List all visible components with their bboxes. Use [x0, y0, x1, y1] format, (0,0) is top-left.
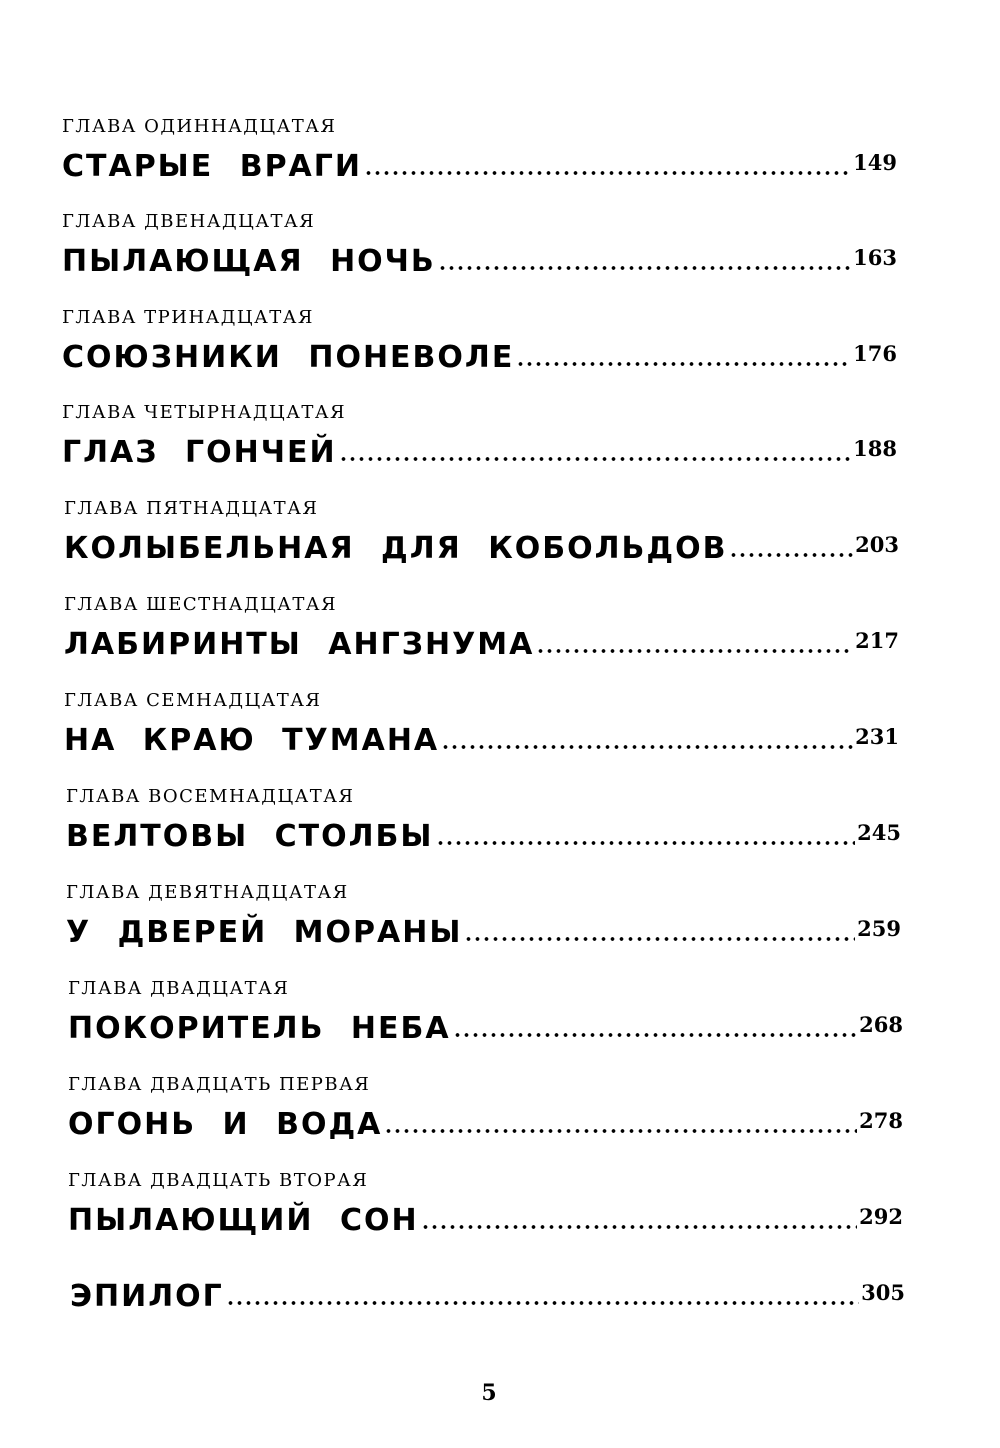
title-row [64, 526, 899, 566]
title-row [64, 622, 899, 662]
chapter-title: У ДВЕРЕЙ МОРАНЫ [66, 915, 463, 950]
toc-entry[interactable] [62, 211, 897, 279]
title-row [64, 718, 899, 758]
page-number: 203 [855, 532, 899, 557]
dot-leader [453, 1032, 858, 1038]
chapter-label: ГЛАВА ДВЕНАДЦАТАЯ [62, 211, 316, 232]
title-row [62, 430, 897, 470]
dot-leader [464, 936, 855, 942]
chapter-title: ПЫЛАЮЩИЙ СОН [68, 1203, 419, 1238]
chapter-label: ГЛАВА ПЯТНАДЦАТАЯ [64, 498, 319, 519]
title-row [62, 239, 897, 279]
chapter-label: ГЛАВА ДЕВЯТНАДЦАТАЯ [66, 882, 349, 903]
chapter-label: ГЛАВА ЧЕТЫРНАДЦАТАЯ [62, 402, 346, 423]
chapter-label: ГЛАВА ДВАДЦАТЬ ВТОРАЯ [68, 1170, 369, 1191]
chapter-label: ГЛАВА ВОСЕМНАДЦАТАЯ [66, 786, 355, 807]
chapter-label: ГЛАВА ОДИННАДЦАТАЯ [62, 116, 337, 137]
page-number: 149 [853, 150, 897, 175]
toc-entry[interactable] [64, 594, 899, 662]
toc-entry[interactable] [62, 402, 897, 470]
chapter-title: ГЛАЗ ГОНЧЕЙ [62, 435, 337, 470]
chapter-title: ПЫЛАЮЩАЯ НОЧЬ [62, 244, 436, 279]
chapter-title: НА КРАЮ ТУМАНА [64, 723, 440, 758]
toc-entry[interactable] [68, 1170, 903, 1238]
chapter-title: ВЕЛТОВЫ СТОЛБЫ [66, 819, 434, 854]
toc-entry[interactable] [66, 786, 901, 854]
chapter-label: ГЛАВА СЕМНАДЦАТАЯ [64, 690, 322, 711]
toc-entry[interactable] [62, 116, 897, 184]
page-number: 305 [861, 1280, 905, 1305]
chapter-title: ОГОНЬ И ВОДА [68, 1107, 383, 1142]
chapter-title: ЛАБИРИНТЫ АНГЗНУМА [64, 627, 535, 662]
title-row [68, 1006, 903, 1046]
dot-leader [384, 1128, 857, 1134]
page-number: 217 [855, 628, 899, 653]
toc-entry[interactable] [68, 978, 903, 1046]
page-number: 292 [859, 1204, 903, 1229]
page-number: 188 [853, 436, 897, 461]
page-number: 268 [859, 1012, 903, 1037]
toc-entry[interactable] [64, 498, 899, 566]
chapter-title: СОЮЗНИКИ ПОНЕВОЛЕ [62, 340, 515, 375]
page-folio: 5 [481, 1380, 497, 1406]
toc-entry[interactable] [66, 882, 901, 950]
toc-entry[interactable] [64, 690, 899, 758]
title-row [62, 144, 897, 184]
dot-leader [441, 744, 853, 750]
page-number: 245 [857, 820, 901, 845]
chapter-title: ПОКОРИТЕЛЬ НЕБА [68, 1011, 451, 1046]
page-number: 259 [857, 916, 901, 941]
dot-leader [421, 1224, 858, 1230]
chapter-label: ГЛАВА ДВАДЦАТЬ ПЕРВАЯ [68, 1074, 371, 1095]
chapter-label [70, 1246, 905, 1268]
chapter-label: ГЛАВА ТРИНАДЦАТАЯ [62, 307, 314, 328]
page-number: 176 [853, 341, 897, 366]
dot-leader [729, 552, 853, 558]
title-row [68, 1198, 903, 1238]
chapter-label: ГЛАВА ДВАДЦАТАЯ [68, 978, 290, 999]
title-row [66, 910, 901, 950]
toc-entry[interactable] [68, 1074, 903, 1142]
title-row [68, 1102, 903, 1142]
dot-leader [364, 170, 851, 176]
chapter-title: КОЛЫБЕЛЬНАЯ ДЛЯ КОБОЛЬДОВ [64, 531, 728, 566]
page-number: 278 [859, 1108, 903, 1133]
chapter-title: ЭПИЛОГ [70, 1279, 224, 1314]
toc-entry-epilogue[interactable] [70, 1246, 905, 1314]
title-row [70, 1274, 905, 1314]
page-number: 231 [855, 724, 899, 749]
dot-leader [436, 840, 856, 846]
page-number: 163 [853, 245, 897, 270]
dot-leader [226, 1300, 859, 1306]
dot-leader [536, 648, 853, 654]
chapter-label: ГЛАВА ШЕСТНАДЦАТАЯ [64, 594, 338, 615]
dot-leader [339, 456, 852, 462]
chapter-title: СТАРЫЕ ВРАГИ [62, 149, 363, 184]
toc-entry[interactable] [62, 307, 897, 375]
title-row [62, 335, 897, 375]
dot-leader [516, 361, 851, 367]
title-row [66, 814, 901, 854]
dot-leader [438, 265, 851, 271]
